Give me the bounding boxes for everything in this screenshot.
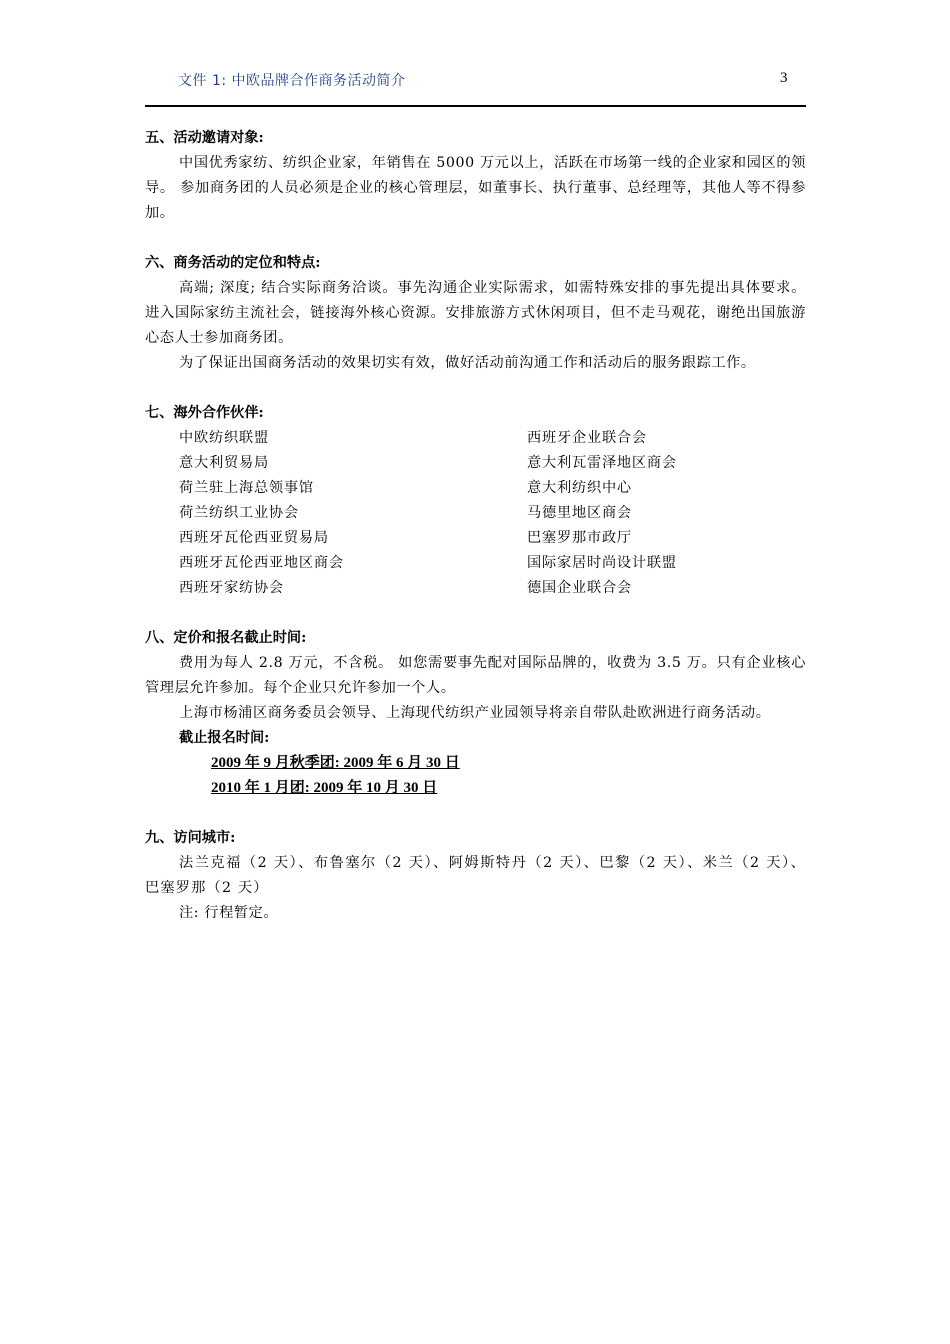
partner-item: 马德里地区商会 — [527, 505, 632, 521]
partner-item: 意大利贸易局 — [179, 455, 269, 471]
partner-item: 西班牙瓦伦西亚贸易局 — [179, 530, 329, 546]
deadline-title: 截止报名时间: — [179, 730, 270, 746]
section-8-heading: 八、定价和报名截止时间: — [145, 630, 307, 646]
deadline-january-group: 2010 年 1 月团: 2009 年 10 月 30 日 — [211, 780, 438, 796]
partner-item: 荷兰驻上海总领事馆 — [179, 480, 314, 496]
partner-item: 荷兰纺织工业协会 — [179, 505, 299, 521]
partner-item: 国际家居时尚设计联盟 — [527, 555, 677, 571]
deadline-autumn-group: 2009 年 9 月秋季团: 2009 年 6 月 30 日 — [211, 755, 460, 771]
section-9-cities: 法兰克福（2 天）、布鲁塞尔（2 天）、阿姆斯特丹（2 天）、巴黎（2 天）、米兰（2 天）、巴塞罗那（2 天） — [145, 855, 806, 896]
section-5-heading: 五、活动邀请对象: — [145, 130, 264, 146]
section-8-paragraph-1: 费用为每人 2.8 万元，不含税。 如您需要事先配对国际品牌的，收费为 3.5 万。只有企业核心管理层允许参加。每个企业只允许参加一个人。 — [145, 655, 806, 696]
section-5-paragraph: 中国优秀家纺、纺织企业家，年销售在 5000 万元以上，活跃在市场第一线的企业家和园区的领导。 参加商务团的人员必须是企业的核心管理层，如董事长、执行董事、总经理等，其他人等不得参加。 — [145, 155, 806, 221]
section-9-note: 注: 行程暂定。 — [179, 905, 279, 921]
partner-item: 巴塞罗那市政厅 — [527, 530, 632, 546]
section-6-paragraph-2: 为了保证出国商务活动的效果切实有效，做好活动前沟通工作和活动后的服务跟踪工作。 — [179, 355, 756, 371]
partner-item: 西班牙瓦伦西亚地区商会 — [179, 555, 344, 571]
partner-item: 意大利纺织中心 — [527, 480, 632, 496]
partner-item: 中欧纺织联盟 — [179, 430, 269, 446]
document-header-title: 文件 1: 中欧品牌合作商务活动简介 — [178, 73, 406, 89]
section-9-heading: 九、访问城市: — [145, 830, 236, 846]
page-number: 3 — [780, 70, 788, 86]
partner-item: 西班牙企业联合会 — [527, 430, 647, 446]
partner-item: 意大利瓦雷泽地区商会 — [527, 455, 677, 471]
section-7-heading: 七、海外合作伙伴: — [145, 405, 264, 421]
partner-list — [145, 426, 806, 601]
partner-item: 西班牙家纺协会 — [179, 580, 284, 596]
section-8-paragraph-2: 上海市杨浦区商务委员会领导、上海现代纺织产业园领导将亲自带队赴欧洲进行商务活动。 — [179, 705, 771, 721]
section-6-heading: 六、商务活动的定位和特点: — [145, 255, 321, 271]
document-body — [145, 126, 806, 926]
section-6-paragraph-1: 高端; 深度; 结合实际商务洽谈。事先沟通企业实际需求，如需特殊安排的事先提出具体要求。进入国际家纺主流社会，链接海外核心资源。安排旅游方式休闲项目，但不走马观花，谢绝出国旅游心态人士参加商务团。 — [145, 280, 806, 346]
header-divider — [145, 105, 806, 107]
partner-item: 德国企业联合会 — [527, 580, 632, 596]
